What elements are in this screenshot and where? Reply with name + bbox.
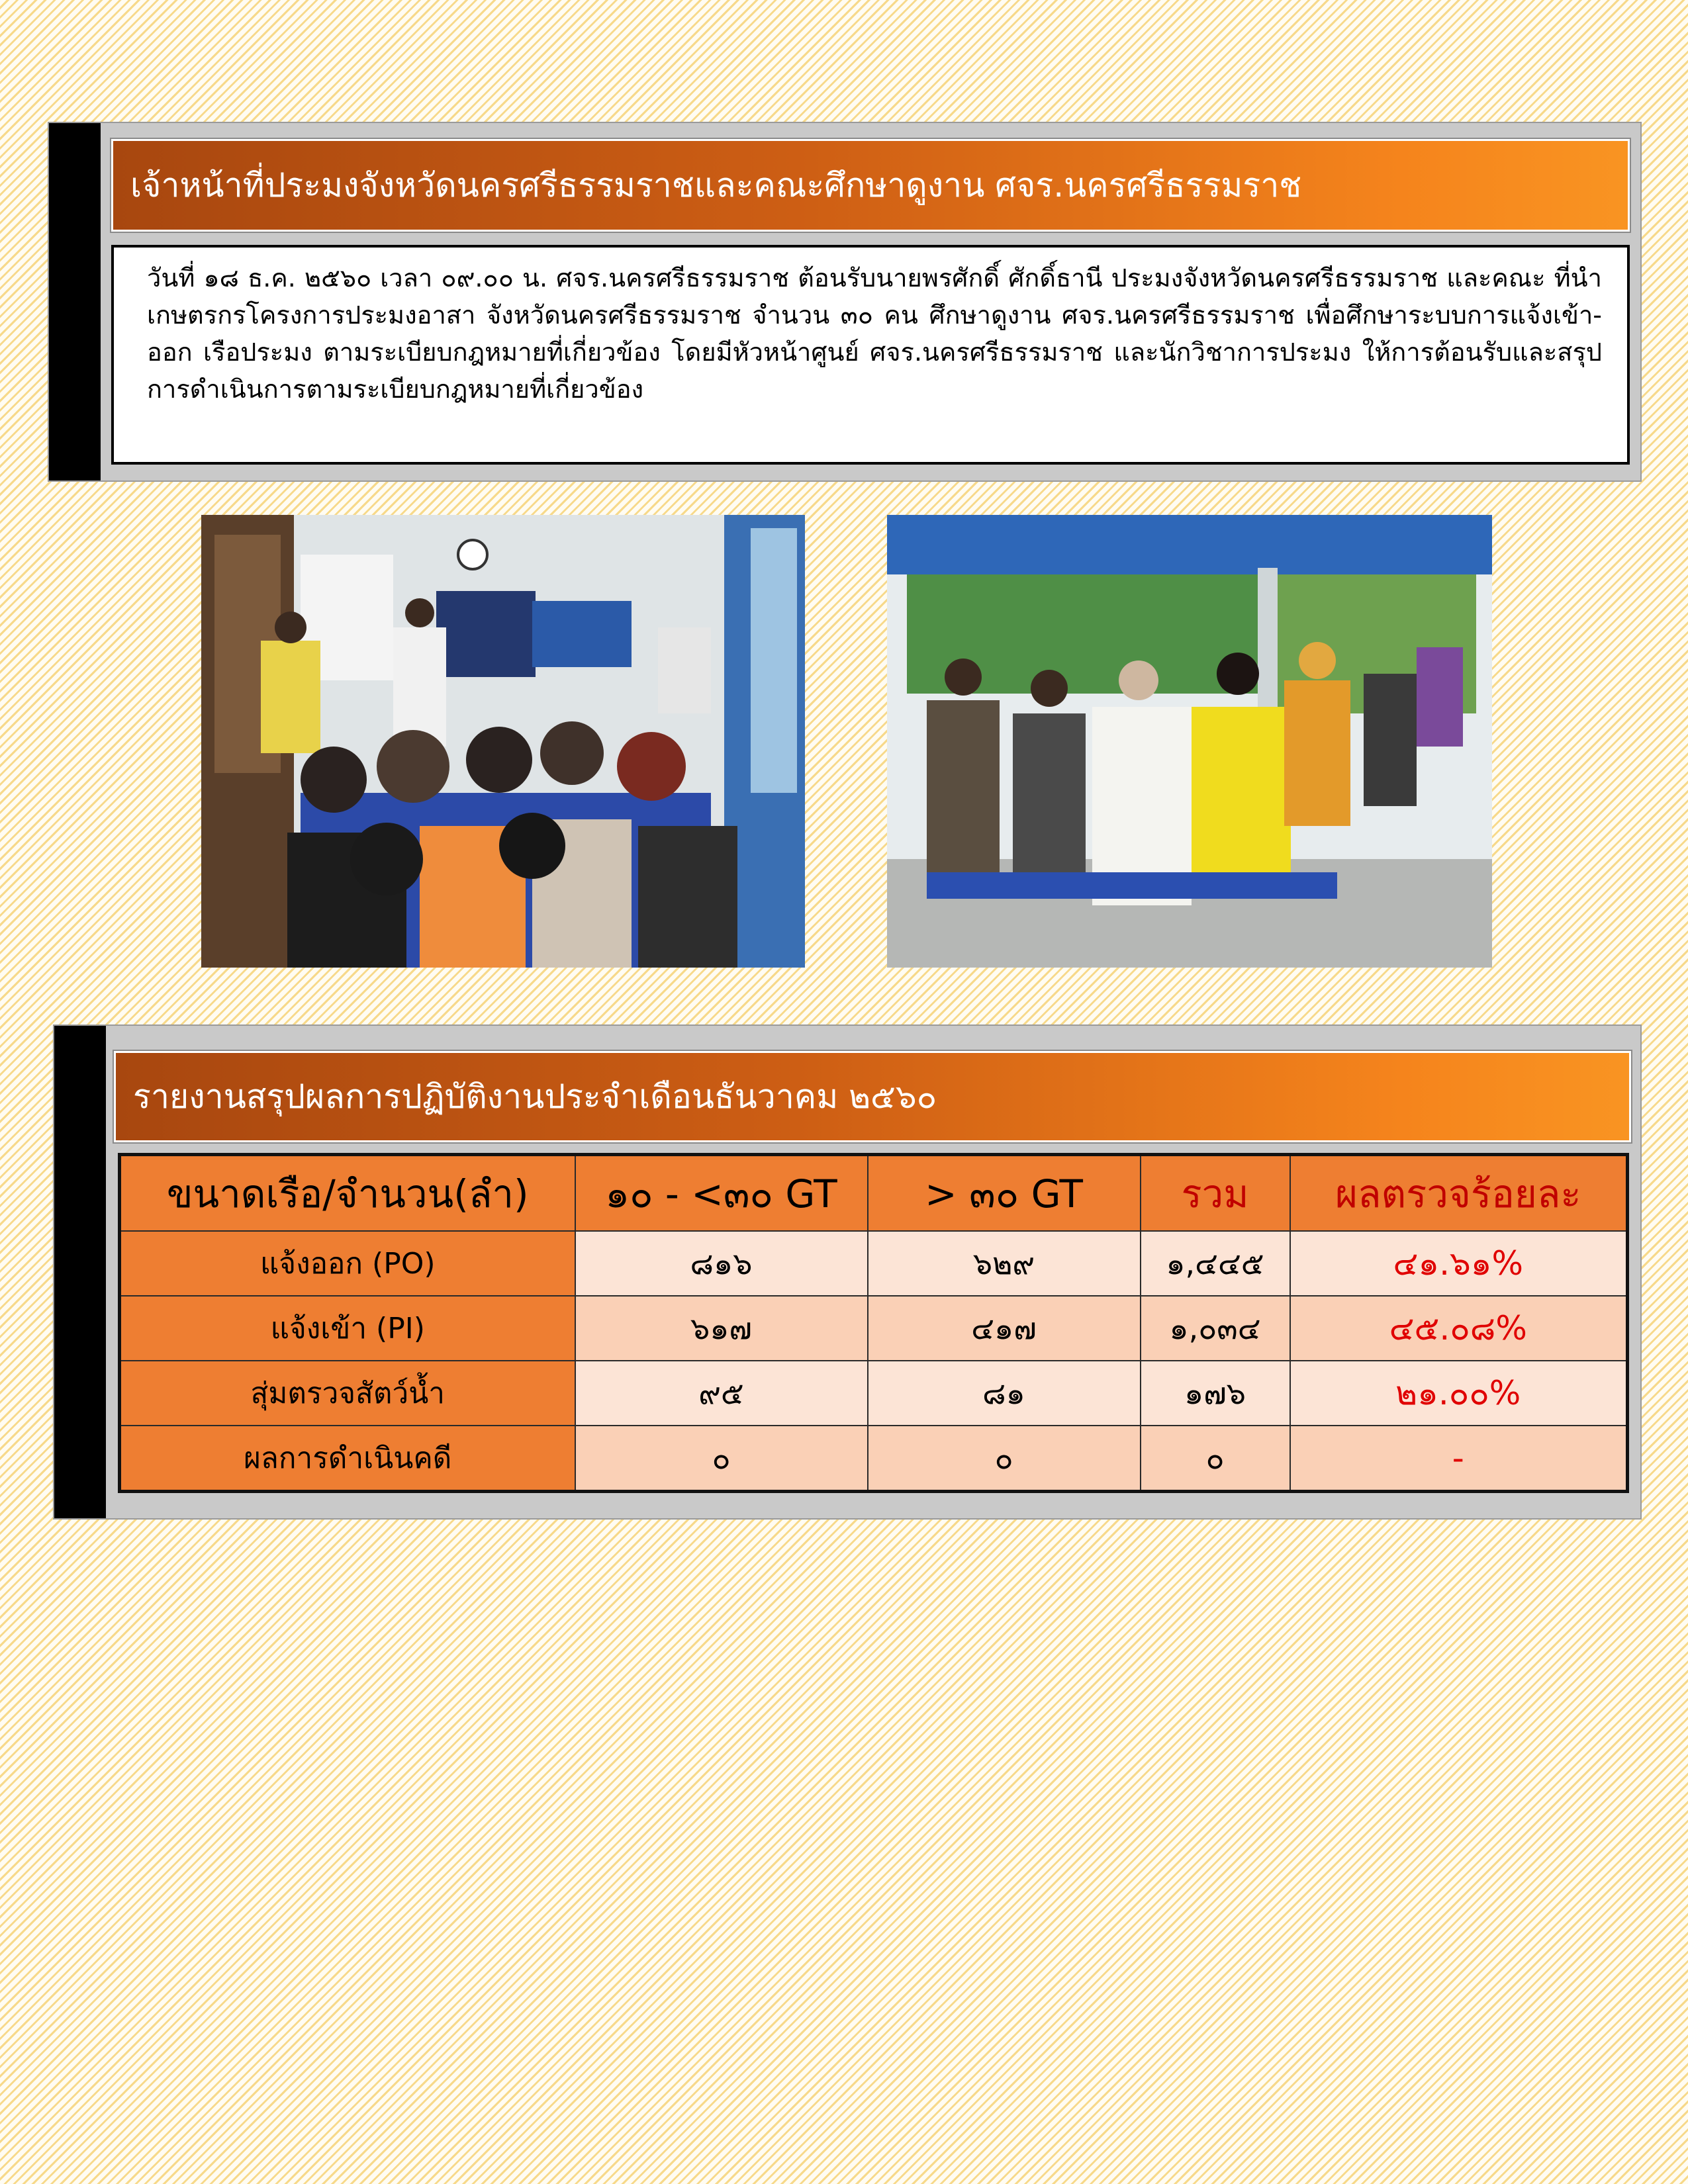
- panel-sidebar: [54, 1026, 106, 1518]
- cell-total: ๑,๔๔๕: [1141, 1231, 1290, 1296]
- activity-title: เจ้าหน้าที่ประมงจังหวัดนครศรีธรรมราชและคณะศึกษาดูงาน ศจร.นครศรีธรรมราช: [111, 139, 1630, 232]
- cell-percent: -: [1290, 1426, 1628, 1492]
- header-vessel-size: ขนาดเรือ/จำนวน(ลำ): [120, 1155, 575, 1232]
- cell-value: ๙๕: [575, 1361, 868, 1426]
- panel-sidebar: [49, 123, 101, 480]
- cell-value: ๘๑: [868, 1361, 1141, 1426]
- cell-percent: ๒๑.๐๐%: [1290, 1361, 1628, 1426]
- meeting-photo-1: [201, 515, 805, 968]
- cell-value: ๖๑๗: [575, 1296, 868, 1361]
- table-row: [120, 1426, 1628, 1492]
- meeting-photo-2: [887, 515, 1492, 968]
- table-row: [120, 1296, 1628, 1361]
- cell-value: ๐: [868, 1426, 1141, 1492]
- cell-value: ๖๒๙: [868, 1231, 1141, 1296]
- monthly-report-table: [118, 1153, 1629, 1493]
- table-header-row: [120, 1155, 1628, 1232]
- cell-value: ๘๑๖: [575, 1231, 868, 1296]
- table-row: [120, 1231, 1628, 1296]
- cell-total: ๑๗๖: [1141, 1361, 1290, 1426]
- cell-value: ๔๑๗: [868, 1296, 1141, 1361]
- cell-total: ๑,๐๓๔: [1141, 1296, 1290, 1361]
- header-over-30gt: > ๓๐ GT: [868, 1155, 1141, 1232]
- cell-total: ๐: [1141, 1426, 1290, 1492]
- header-inspection-percent: ผลตรวจร้อยละ: [1290, 1155, 1628, 1232]
- cell-percent: ๔๑.๖๑%: [1290, 1231, 1628, 1296]
- cell-percent: ๔๕.๐๘%: [1290, 1296, 1628, 1361]
- header-total: รวม: [1141, 1155, 1290, 1232]
- activity-panel: [48, 122, 1642, 482]
- header-10-30gt: ๑๐ - <๓๐ GT: [575, 1155, 868, 1232]
- activity-description: วันที่ ๑๘ ธ.ค. ๒๕๖๐ เวลา ๐๙.๐๐ น. ศจร.นครศรีธรรมราช ต้อนรับนายพรศักดิ์ ศักดิ์ธานี ประมงจังหวัดนครศรีธรรมราช และคณะ ที่นำเกษตรกรโครงการประมงอาสา จังหวัดนครศรีธรรมราช จำนวน ๓๐ คน ศึกษาดูงาน ศจร.นครศรีธรรมราช เพื่อศึกษาระบบการแจ้งเข้า-ออก เรือประมง ตามระเบียบกฎหมายที่เกี่ยวข้อง โดยมีหัวหน้าศูนย์ ศจร.นครศรีธรรมราช และนักวิชาการประมง ให้การต้อนรับและสรุปการดำเนินการตามระเบียบกฎหมายที่เกี่ยวข้อง: [111, 245, 1630, 465]
- report-title: รายงานสรุปผลการปฏิบัติงานประจำเดือนธันวาคม ๒๕๖๐: [114, 1051, 1631, 1142]
- row-label: ผลการดำเนินคดี: [120, 1426, 575, 1492]
- row-label: แจ้งออก (PO): [120, 1231, 575, 1296]
- cell-value: ๐: [575, 1426, 868, 1492]
- row-label: สุ่มตรวจสัตว์น้ำ: [120, 1361, 575, 1426]
- table-row: [120, 1361, 1628, 1426]
- row-label: แจ้งเข้า (PI): [120, 1296, 575, 1361]
